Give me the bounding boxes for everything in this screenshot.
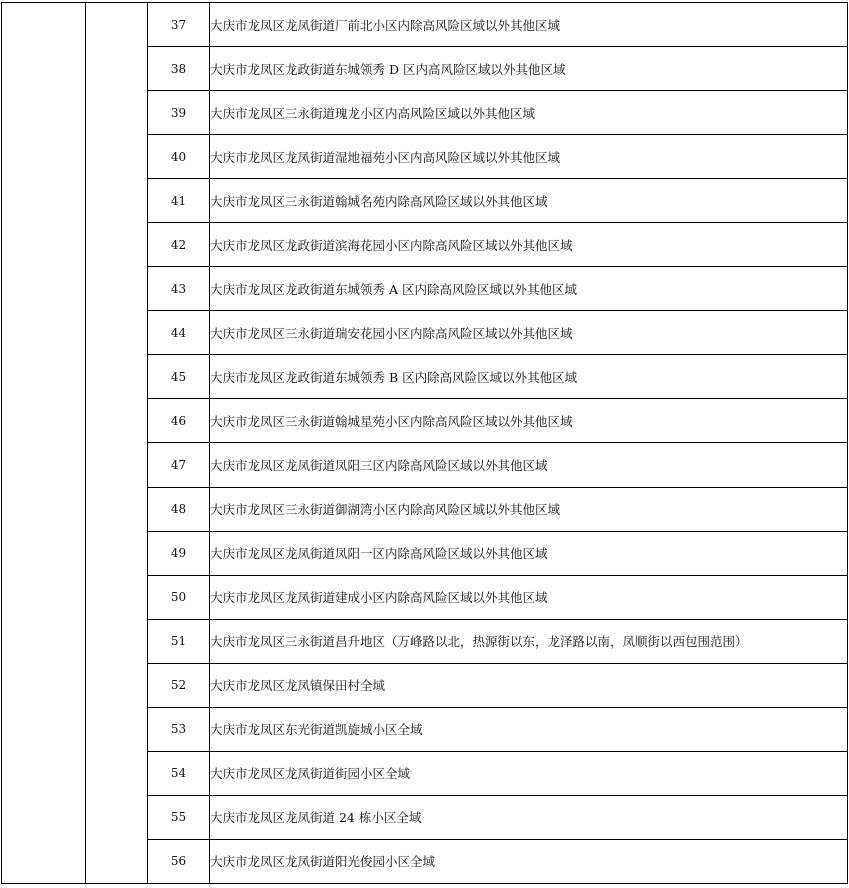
area-table — [1, 2, 848, 884]
row-number: 37 — [148, 3, 210, 47]
area-description: 大庆市龙凤区龙凤街道厂前北小区内除高风险区域以外其他区域 — [210, 3, 848, 47]
area-table-body — [2, 3, 848, 884]
area-description: 大庆市龙凤区龙凤街道凤阳三区内除高风险区域以外其他区域 — [210, 443, 848, 487]
area-description: 大庆市龙凤区龙凤街道阳光俊园小区全域 — [210, 839, 848, 883]
area-description: 大庆市龙凤区龙凤镇保田村全域 — [210, 663, 848, 707]
row-number: 40 — [148, 135, 210, 179]
area-description: 大庆市龙凤区三永街道昌升地区（万峰路以北，热源街以东，龙泽路以南，凤顺街以西包围范围） — [210, 619, 848, 663]
area-description: 大庆市龙凤区龙凤街道街园小区全域 — [210, 751, 848, 795]
area-description: 大庆市龙凤区三永街道御湖湾小区内除高风险区域以外其他区域 — [210, 487, 848, 531]
area-description: 大庆市龙凤区三永街道翰城星苑小区内除高风险区域以外其他区域 — [210, 399, 848, 443]
row-number: 39 — [148, 91, 210, 135]
row-number: 38 — [148, 47, 210, 91]
row-number: 51 — [148, 619, 210, 663]
row-number: 46 — [148, 399, 210, 443]
area-description: 大庆市龙凤区龙政街道东城领秀 A 区内除高风险区域以外其他区域 — [210, 267, 848, 311]
area-description: 大庆市龙凤区龙政街道东城领秀 B 区内除高风险区域以外其他区域 — [210, 355, 848, 399]
table-row — [2, 3, 848, 47]
row-number: 56 — [148, 839, 210, 883]
area-description: 大庆市龙凤区龙凤街道湿地福苑小区内高风险区域以外其他区域 — [210, 135, 848, 179]
row-number: 53 — [148, 707, 210, 751]
merged-column-cell-1 — [2, 3, 86, 884]
area-description: 大庆市龙凤区三永街道翰城名苑内除高风险区域以外其他区域 — [210, 179, 848, 223]
area-description: 大庆市龙凤区龙凤街道 24 栋小区全域 — [210, 795, 848, 839]
row-number: 45 — [148, 355, 210, 399]
row-number: 43 — [148, 267, 210, 311]
merged-column-cell-2 — [86, 3, 148, 884]
area-description: 大庆市龙凤区龙政街道东城领秀 D 区内高风险区域以外其他区域 — [210, 47, 848, 91]
document-page — [1, 2, 848, 884]
area-description: 大庆市龙凤区龙凤街道建成小区内除高风险区域以外其他区域 — [210, 575, 848, 619]
row-number: 55 — [148, 795, 210, 839]
row-number: 50 — [148, 575, 210, 619]
area-description: 大庆市龙凤区东光街道凯旋城小区全域 — [210, 707, 848, 751]
row-number: 49 — [148, 531, 210, 575]
area-description: 大庆市龙凤区三永街道瑞安花园小区内除高风险区域以外其他区域 — [210, 311, 848, 355]
row-number: 48 — [148, 487, 210, 531]
area-description: 大庆市龙凤区龙凤街道凤阳一区内除高风险区域以外其他区域 — [210, 531, 848, 575]
row-number: 42 — [148, 223, 210, 267]
row-number: 54 — [148, 751, 210, 795]
area-description: 大庆市龙凤区龙政街道滨海花园小区内除高风险区域以外其他区域 — [210, 223, 848, 267]
row-number: 44 — [148, 311, 210, 355]
row-number: 47 — [148, 443, 210, 487]
row-number: 41 — [148, 179, 210, 223]
area-description: 大庆市龙凤区三永街道瑰龙小区内高风险区域以外其他区域 — [210, 91, 848, 135]
row-number: 52 — [148, 663, 210, 707]
